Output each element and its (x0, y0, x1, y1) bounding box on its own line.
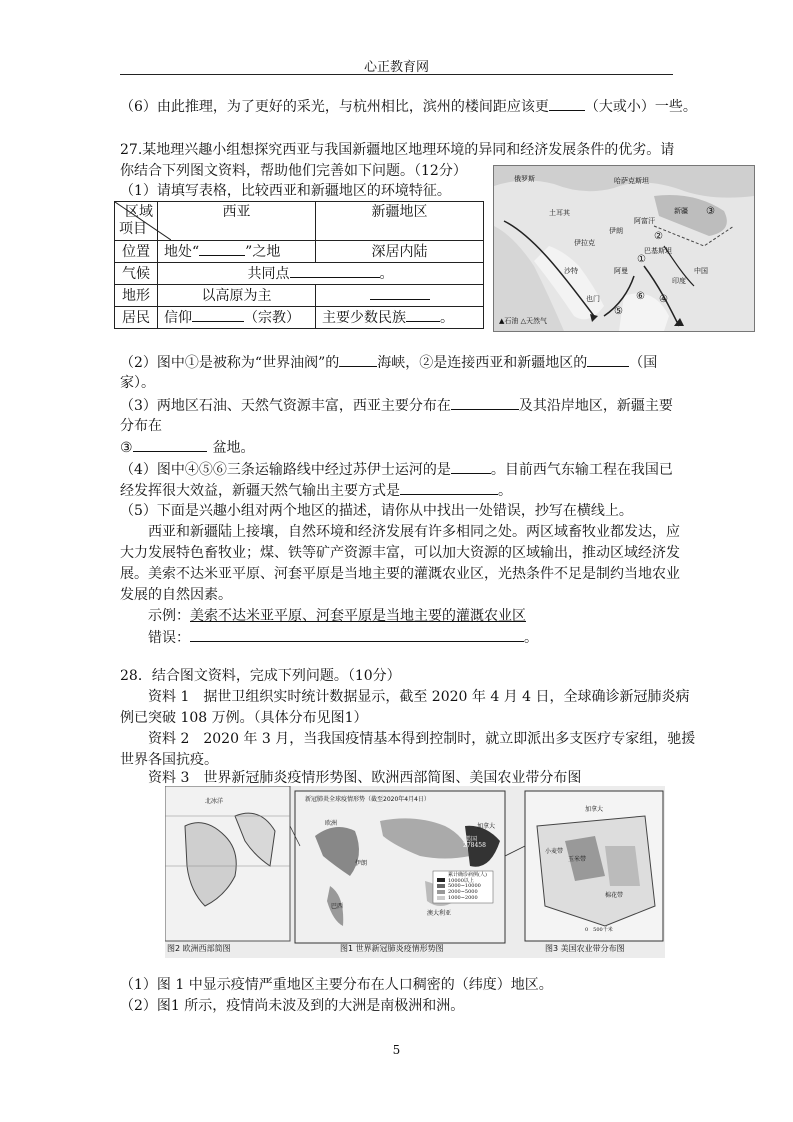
cell-text: 地处“ (164, 244, 200, 260)
text: ③ (120, 440, 133, 456)
answer-blank[interactable] (290, 263, 380, 278)
q28-sub-2: （2）图1 所示，疫情尚未波及到的大洲是南极洲和洲。 (120, 998, 465, 1014)
caption-fig3: 图3 美国农业带分布图 (545, 944, 625, 953)
cell-text: 。 (379, 266, 394, 282)
label-cotton-belt: 棉花带 (605, 892, 624, 899)
row-label-terrain: 地形 (115, 285, 158, 307)
q27-para-3: 展。美索不达米亚平原、河套平原是当地主要的灌溉农业区，光热条件不足是制约当地农业 (120, 566, 680, 582)
header-xiya: 西亚 (158, 202, 316, 241)
label-canada-fig3: 加拿大 (585, 806, 604, 813)
map-label: 伊拉克 (574, 239, 595, 247)
answer-blank[interactable] (133, 437, 207, 452)
q27-intro-2: 你结合下列图文资料，帮助他们完善如下问题。（12分） (120, 163, 467, 179)
answer-blank[interactable] (339, 352, 377, 367)
map-label: 土耳其 (549, 209, 570, 217)
legend-item: 2000~5000 (448, 889, 478, 895)
text: 。 (524, 630, 538, 646)
q28-material-1b: 例已突破 108 万例。（具体分布见图1） (120, 710, 368, 726)
legend-gas: 天然气 (526, 317, 547, 325)
q27-part5: （5）下面是兴趣小组对两个地区的描述，请你从中找出一处错误，抄写在横线上。 (120, 503, 633, 519)
text: 示例： (148, 608, 190, 624)
answer-blank[interactable] (192, 307, 244, 322)
map-label: 巴基斯坦 (644, 247, 672, 255)
cell-xinjiang-location: 深居内陆 (316, 241, 484, 263)
q27-part2 (120, 352, 657, 374)
marker-3: ③ (706, 206, 715, 217)
cell-text: ”之地 (245, 244, 281, 260)
cell-text: 主要少数民族 (322, 310, 406, 326)
table-corner-cell (115, 202, 158, 241)
marker-4: ④ (659, 294, 668, 305)
label-usa: 美国 (465, 836, 478, 843)
map-label: 也门 (586, 295, 600, 303)
row-label-residents: 居民 (115, 307, 158, 329)
answer-blank[interactable] (199, 241, 245, 256)
label-brazil: 巴西 (331, 903, 344, 910)
map-label: 新疆 (674, 207, 688, 215)
label-arctic-ocean: 北冰洋 (205, 798, 224, 805)
text: 海峡，②是连接西亚和新疆地区的 (377, 355, 588, 371)
marker-1: ① (637, 254, 646, 265)
cell-xiya-terrain: 以高原为主 (158, 285, 316, 307)
q28-material-2b: 世界各国抗疫。 (120, 752, 218, 768)
q27-para-4: 发展的自然因素。 (120, 587, 232, 603)
map-legend: ▲石油 △天然气 (499, 317, 547, 325)
q28-material-1a: 资料 1 据世卫组织实时统计数据显示，截至 2020 年 4 月 4 日，全球确诊新冠肺炎病 (148, 689, 690, 705)
caption-fig1: 图1 世界新冠肺炎疫情形势图 (340, 944, 444, 953)
q27-error (148, 627, 538, 649)
label-europe: 欧洲 (325, 820, 338, 827)
header-xinjiang: 新疆地区 (316, 202, 484, 241)
map-label: 俄罗斯 (514, 175, 535, 183)
covid-figure (165, 786, 665, 958)
cell-xinjiang-residents (316, 307, 484, 329)
answer-blank[interactable] (587, 352, 629, 367)
legend-title: 累计确诊病例(人) (448, 872, 487, 878)
cell-text: （宗教） (244, 310, 300, 326)
q27-part4 (120, 459, 673, 481)
q27-intro-1: 27.某地理兴趣小组想探究西亚与我国新疆地区地理环境的异同和经济发展条件的优劣。请 (120, 142, 675, 158)
label-canada: 加拿大 (477, 823, 496, 830)
cell-xinjiang-terrain (316, 285, 484, 307)
answer-blank[interactable] (451, 395, 519, 410)
q26-6 (120, 96, 697, 118)
cell-climate (158, 263, 484, 285)
text: 错误： (148, 630, 190, 646)
example-text: 美索不达米亚平原、河套平原是当地主要的灌溉农业区 (190, 608, 526, 624)
q27-para-2: 大力发展特色畜牧业；煤、铁等矿产资源丰富，可以加大资源的区域输出，推动区域经济发 (120, 545, 680, 561)
q27-part3-basin (120, 437, 255, 459)
world-map-title: 新冠肺炎全球疫情形势（截至2020年4月4日） (305, 796, 430, 803)
cell-text: 共同点 (247, 266, 290, 282)
legend-item: 5000~10000 (448, 883, 481, 889)
legend-item: 1000~2000 (448, 895, 478, 901)
map-label: 阿富汗 (634, 217, 655, 225)
text: （2）图中①是被称为“世界油阀”的 (120, 355, 340, 371)
text: （3）两地区石油、天然气资源丰富，西亚主要分布在 (120, 398, 451, 414)
map-label: 沙特 (564, 267, 578, 275)
page-number: 5 (392, 1043, 401, 1057)
cell-xiya-residents (158, 307, 316, 329)
map-label: 阿曼 (614, 267, 628, 275)
header-rule (120, 74, 673, 75)
answer-blank[interactable] (190, 627, 524, 642)
q26-6-tail: （大或小）一些。 (584, 99, 697, 115)
text: （4）图中④⑤⑥三条运输路线中经过苏伊士运河的是 (120, 462, 451, 478)
diagonal-line (115, 202, 171, 240)
q28-sub-1: （1）图 1 中显示疫情严重地区主要分布在人口稠密的（纬度）地区。 (120, 977, 553, 993)
q27-example (148, 606, 526, 627)
text: 经发挥很大效益，新疆天然气输出主要方式是 (120, 483, 400, 499)
header-region: 区域 (125, 204, 153, 220)
q28-material-3: 资料 3 世界新冠肺炎疫情形势图、欧洲西部简图、美国农业带分布图 (148, 770, 582, 786)
cell-text: 信仰 (164, 310, 192, 326)
text: 盆地。 (212, 440, 255, 456)
map-label: 印度 (672, 277, 686, 285)
label-iran: 伊朗 (355, 860, 368, 867)
marker-6: ⑥ (636, 291, 645, 302)
text: 及其沿岸地区，新疆主要 (518, 398, 673, 414)
text: （国 (629, 355, 658, 371)
xiya-xinjiang-map (493, 165, 755, 332)
scale-bar: 0 500千米 (585, 927, 613, 933)
q27-part2-cont: 家）。 (120, 375, 155, 391)
answer-blank[interactable] (370, 285, 430, 300)
q28-intro: 28．结合图文资料，完成下列问题。（10分） (120, 668, 401, 684)
cell-xiya-location (158, 241, 316, 263)
page-header: 心正教育网 (363, 60, 429, 75)
caption-fig2: 图2 欧洲西部简图 (167, 944, 231, 953)
answer-blank[interactable] (400, 480, 498, 495)
label-corn-belt: 玉米带 (568, 856, 587, 863)
answer-blank[interactable] (451, 459, 491, 474)
label-usa-count: 278458 (463, 842, 486, 849)
comparison-table (114, 201, 484, 329)
answer-blank[interactable] (549, 96, 585, 111)
q27-part3-cont: 分布在 (120, 418, 162, 434)
q26-6-text: （6）由此推理，为了更好的采光，与杭州相比，滨州的楼间距应该更 (120, 99, 549, 115)
label-wheat-belt: 小麦带 (545, 848, 564, 855)
legend-item: 10000以上 (448, 878, 474, 884)
row-label-climate: 气候 (115, 263, 158, 285)
q27-para-1: 西亚和新疆陆上接壤，自然环境和经济发展有许多相同之处。两区域畜牧业都发达，应 (148, 524, 680, 540)
map-label: 伊朗 (609, 227, 623, 235)
text: 。 (498, 483, 512, 499)
q27-part4-cont (120, 480, 512, 502)
map-graphic (494, 166, 754, 331)
q27-part1: （1）请填写表格，比较西亚和新疆地区的环境特征。 (120, 183, 451, 199)
q27-part3 (120, 395, 673, 417)
cell-text: 。 (440, 310, 454, 326)
header-item: 项目 (119, 221, 147, 237)
label-australia: 澳大利亚 (427, 910, 452, 917)
map-label: 哈萨克斯坦 (614, 177, 649, 185)
text: 。目前西气东输工程在我国已 (490, 462, 673, 478)
marker-5: ⑤ (614, 306, 623, 317)
map-label: 中国 (694, 267, 708, 275)
row-label-location: 位置 (115, 241, 158, 263)
q28-material-2a: 资料 2 2020 年 3 月，当我国疫情基本得到控制时，就立即派出多支医疗专家组，驰援 (148, 731, 696, 747)
marker-2: ② (654, 231, 663, 242)
legend-oil: 石油 (504, 317, 519, 325)
answer-blank[interactable] (406, 307, 440, 322)
